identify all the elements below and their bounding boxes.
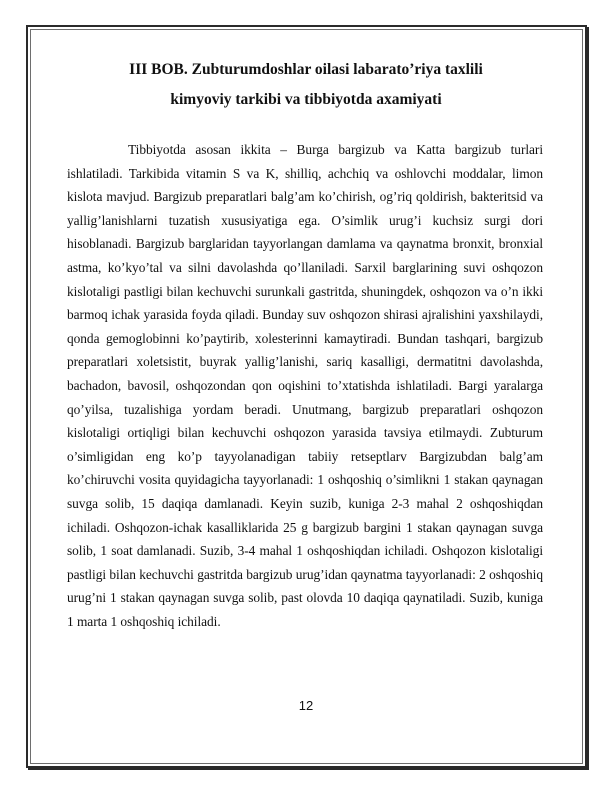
- chapter-heading-line-2: kimyoviy tarkibi va tibbiyotda axamiyati: [170, 91, 442, 108]
- chapter-heading-line-1: III BOB. Zubturumdoshlar oilasi labarato’riya taxlili: [129, 61, 483, 78]
- body-paragraph: Tibbiyotda asosan ikkita – Burga bargizub va Katta bargizub turlari ishlatiladi. Tarkibida vitamin S va K, shilliq, achchiq va oshlovchi moddalar, limon kislota mavjud. Bargizub preparatlari balg’am ko’chirish, og’riq qoldirish, bakteritsid va yallig’lanishlarni tuzatish xususiyatiga ega. O’simlik urug’i kuchsiz surgi dori hisoblanadi. Bargizub barglaridan tayyorlangan damlama va qaynatma bronxit, bronxial astma, ko’kyo’tal va silni davolashda qo’llaniladi. Sarxil barglarining suvi oshqozon kislotaligi pastligi bilan kechuvchi surunkali gastritda, shuningdek, oshqozon va o’n ikki barmoq ichak yarasida foyda qiladi. Bunday suv oshqozon shirasi ajralishini yaxshilaydi, qonda gemoglobinni ko’paytirib, xolesterinni kamaytiradi. Bundan tashqari, bargizub preparatlari xoletsistit, buyrak yallig’lanishi, sariq kasalligi, dermatitni davolashda, bachadon, bavosil, oshqozondan qon oqishini to’xtatishda ishlatiladi. Bargi yaralarga qo’yilsa, tuzalishiga yordam beradi. Unutmang, bargizub preparatlari oshqozon kislotaligi ortiqligi bilan kechuvchi oshqozon yarasida tavsiya etilmaydi. Zubturum o’simligidan eng ko’p tayyolanadigan tabiiy retseptlarv Bargizubdan balg’am ko’chiruvchi vosita quyidagicha tayyorlanadi: 1 oshqoshiq o’simlikni 1 stakan qaynagan suvga solib, 15 daqiqa damlanadi. Keyin suzib, kuniga 2-3 mahal 2 oshqoshiqdan ichiladi. Oshqozon-ichak kasalliklarida 25 g bargizub bargini 1 stakan qaynagan suvga solib, 1 soat damlanadi. Suzib, 3-4 mahal 1 oshqoshiqdan ichiladi. Oshqozon kislotaligi pastligi bilan kechuvchi gastritda bargizub urug’idan qaynatma tayyorlanadi: 2 oshqoshiq urug’ni 1 stakan qaynagan suvga solib, past olovda 10 daqiqa qaynatiladi. Suzib, kuniga 1 marta 1 oshqoshiq ichiladi.: [67, 142, 543, 629]
- chapter-heading: [0, 55, 612, 115]
- page-number: 12: [298, 698, 314, 713]
